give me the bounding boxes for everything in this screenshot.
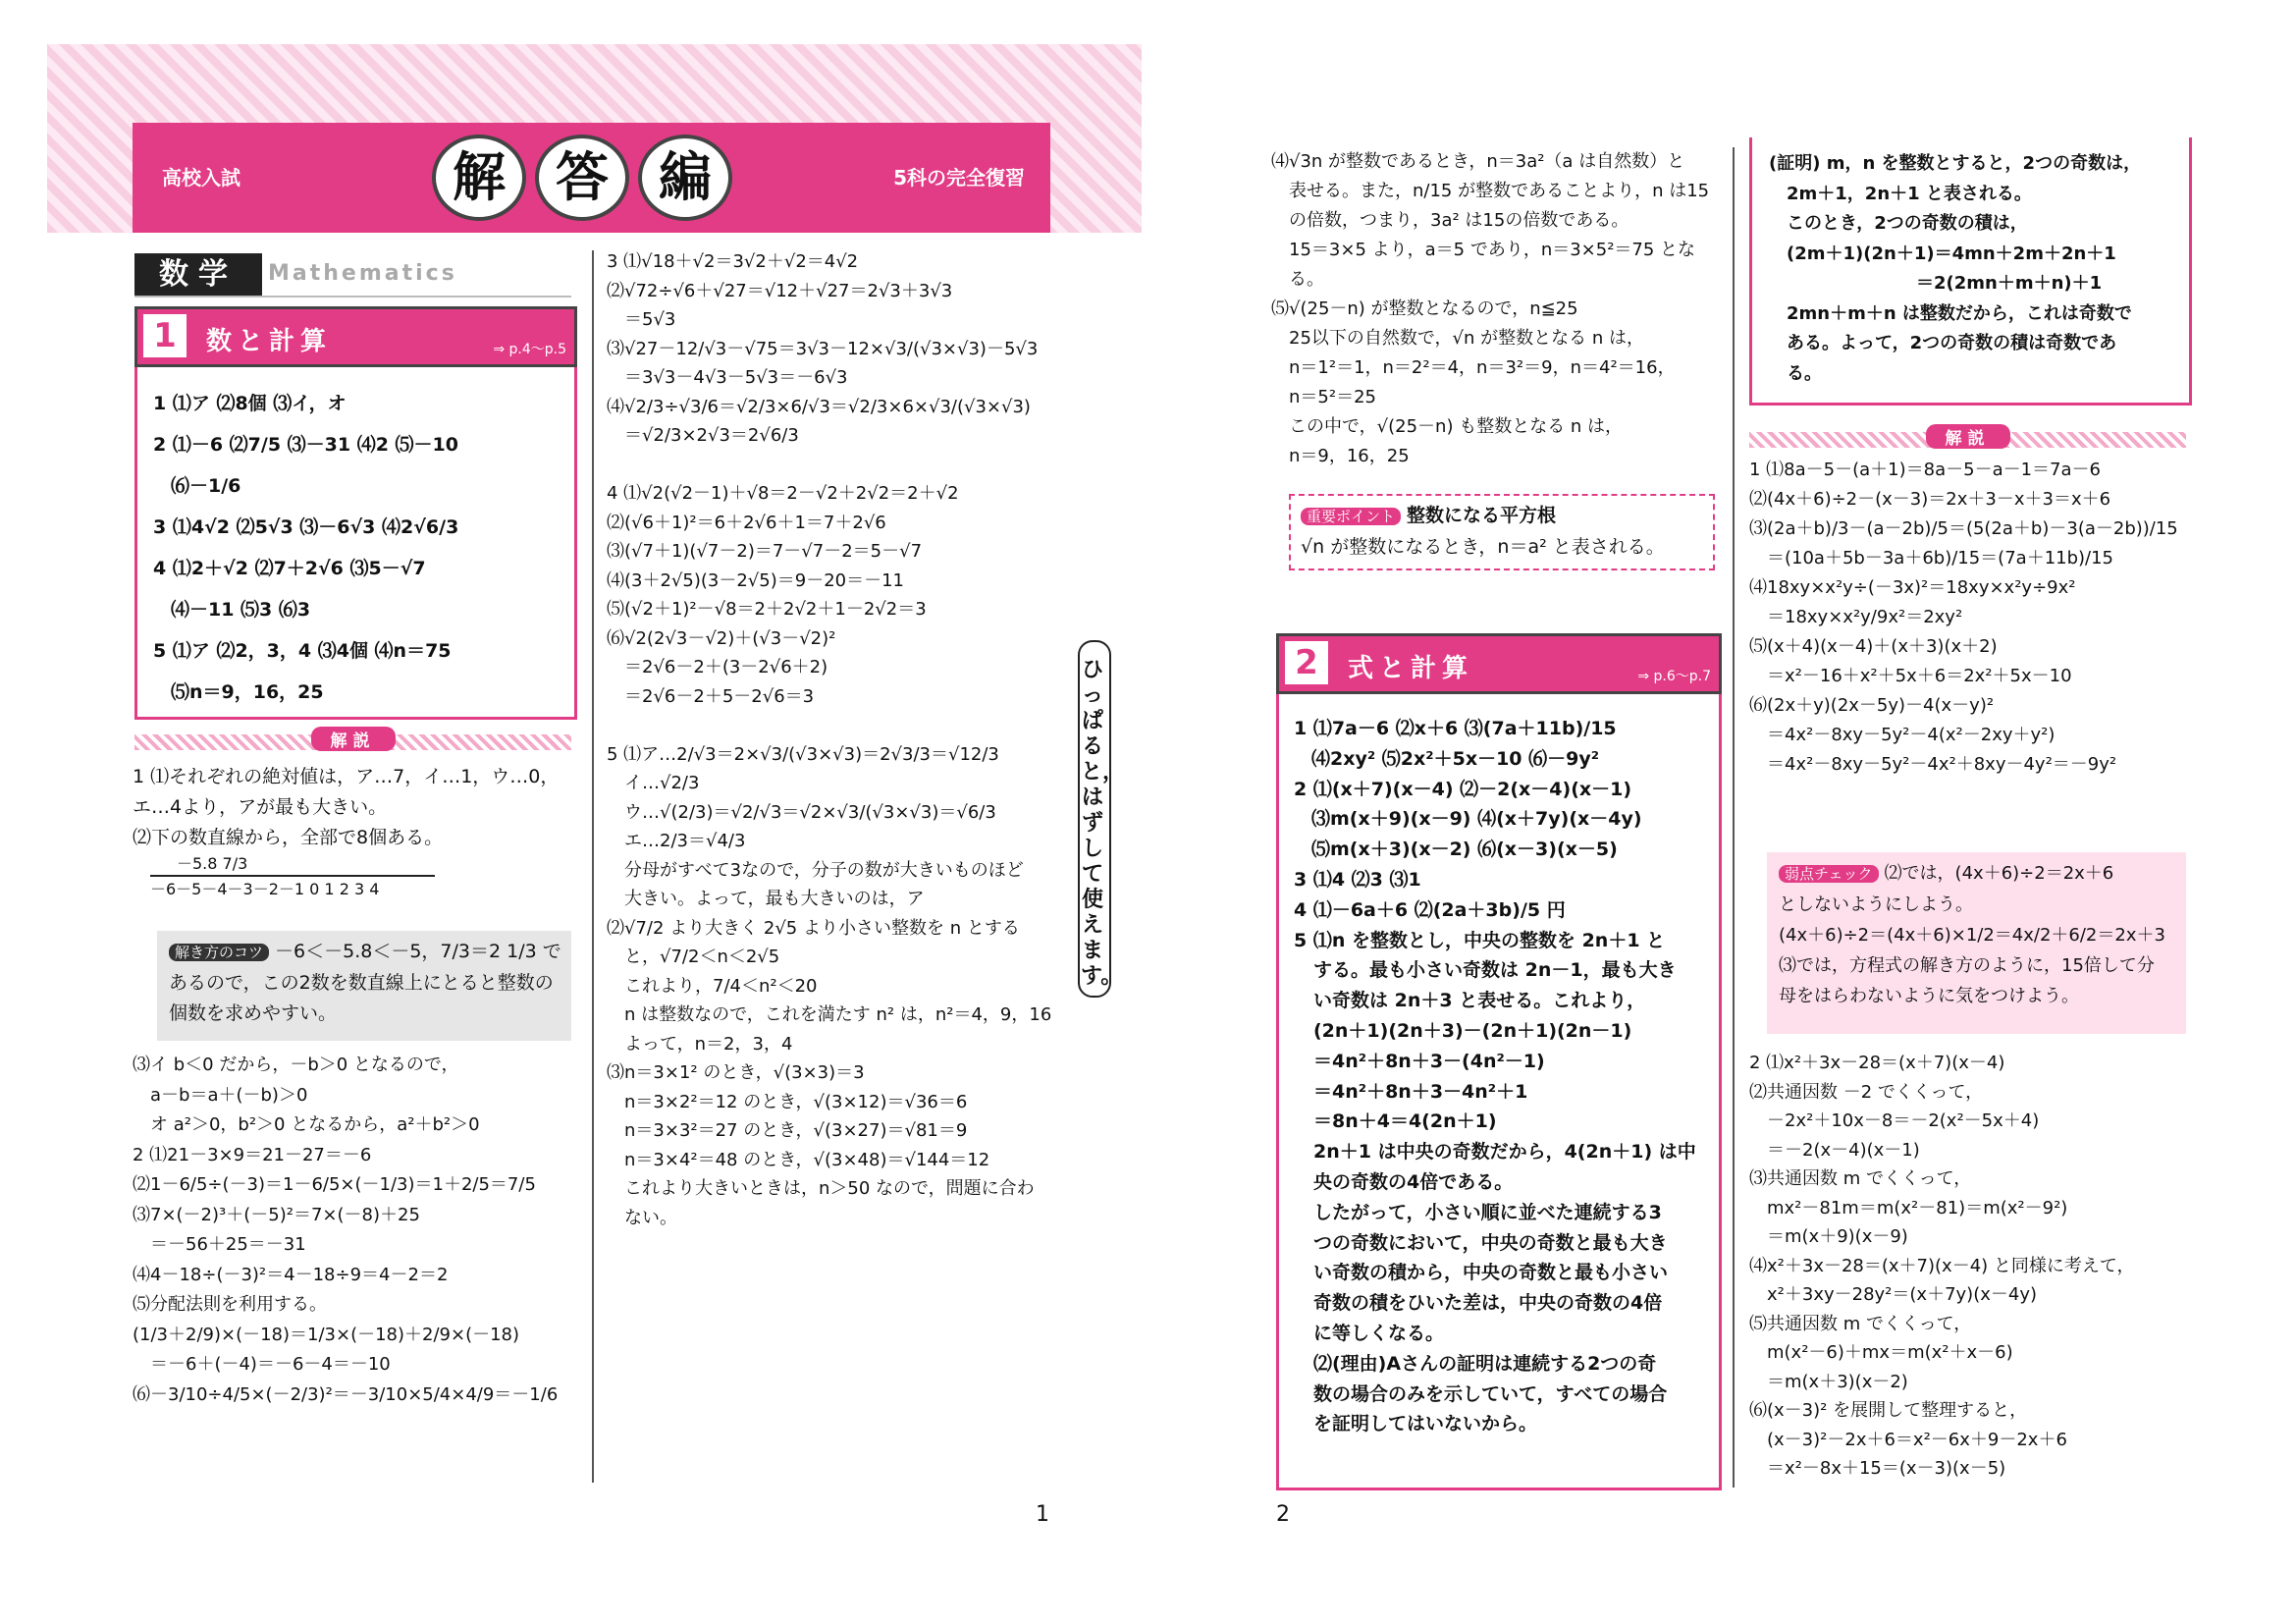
kaisetsu-bar-1 — [134, 731, 571, 751]
section-1-header — [134, 306, 577, 367]
answer-line: ⑶m(x＋9)(x－9) ⑷(x＋7y)(x－4y) — [1311, 808, 1642, 831]
text-line: 2 ⑴21－3×9＝21－27＝－6 — [133, 1144, 372, 1165]
text-line: m(x²－6)＋mx＝m(x²＋x－6) — [1767, 1342, 2013, 1363]
answer-line: 2 ⑴－6 ⑵7/5 ⑶－31 ⑷2 ⑸－10 — [153, 434, 458, 456]
text-line: ⑸分配法則を利用する。 — [133, 1294, 327, 1315]
text-line: としないようにしよう。 — [1779, 894, 1973, 915]
section-page-ref: ⇒ p.4～p.5 — [493, 342, 566, 357]
text-line: n＝1²＝1，n＝2²＝4，n＝3²＝9，n＝4²＝16， — [1289, 357, 1676, 378]
explain-col-3 — [1271, 147, 1709, 471]
text-line: 2 ⑴x²＋3x－28＝(x＋7)(x－4) — [1749, 1053, 2005, 1073]
banner-right: 5科の完全復習 — [893, 166, 1025, 189]
answer-line: ＝4n²＋8n＋3－4n²＋1 — [1313, 1080, 1528, 1103]
answer-line: ⑸n＝9，16，25 — [171, 681, 324, 703]
answer-line: ⑷2xy² ⑸2x²＋5x－10 ⑹－9y² — [1311, 747, 1600, 770]
section-title: 数と計算 — [206, 327, 333, 356]
text-line: エ…4より，アが最も大きい。 — [133, 796, 388, 818]
text-line: この中で，√(25－n) も整数となる n は， — [1289, 416, 1624, 437]
answer-line: ＝8n＋4＝4(2n＋1) — [1313, 1110, 1497, 1133]
point-label: 重要ポイント — [1301, 508, 1401, 525]
text-line: ウ…√(2/3)＝√2/√3＝√2×√3/(√3×√3)＝√6/3 — [624, 801, 996, 823]
text-line: エ…2/3＝√4/3 — [624, 831, 746, 851]
text-line: ⑶では，方程式の解き方のように，15倍して分 — [1779, 955, 2155, 976]
text-line: ⑵では，(4x＋6)÷2＝2x＋6 — [1884, 863, 2114, 884]
answer-line: 4 ⑴2＋√2 ⑵7＋2√6 ⑶5－√7 — [153, 558, 426, 579]
text-line: (4x＋6)÷2＝(4x＋6)×1/2＝4x/2＋6/2＝2x＋3 — [1779, 925, 2165, 946]
text-line: ある。よって，2つの奇数の積は奇数であ — [1787, 333, 2117, 353]
section-page-ref: ⇒ p.6～p.7 — [1637, 669, 1711, 684]
title-char-3: 編 — [638, 135, 732, 221]
text-line: ⑹√2(2√3－√2)＋(√3－√2)² — [607, 627, 836, 649]
text-line: ⑹－3/10÷4/5×(－2/3)²＝－3/10×5/4×4/9＝－1/6 — [133, 1383, 559, 1405]
text-line: (1/3＋2/9)×(－18)＝1/3×(－18)＋2/9×(－18) — [133, 1324, 520, 1345]
text-line: これより大きいときは，n＞50 なので，問題に合わ — [624, 1178, 1035, 1199]
explain-col-4 — [1749, 456, 2178, 780]
answer-line: 5 ⑴n を整数とし，中央の整数を 2n＋1 と — [1294, 929, 1666, 951]
text-line: (x－3)²－2x＋6＝x²－6x＋9－2x＋6 — [1767, 1429, 2067, 1450]
title-char-2: 答 — [535, 135, 629, 221]
text-line — [607, 451, 1051, 480]
text-line: 表せる。また，n/15 が整数であることより，n は15 — [1289, 181, 1710, 201]
text-line: ⑷√2/3÷√3/6＝√2/3×6/√3＝√2/3×6×√3/(√3×√3) — [607, 396, 1031, 417]
text-line: ＝2√6－2＋(3－2√6＋2) — [624, 657, 828, 677]
text-line: 3 ⑴√18＋√2＝3√2＋√2＝4√2 — [607, 251, 859, 272]
text-line: ⑵(4x＋6)÷2－(x－3)＝2x＋3－x＋3＝x＋6 — [1749, 489, 2111, 510]
text-line: ⑹(2x＋y)(2x－5y)－4(x－y)² — [1749, 695, 1995, 716]
answer-line: に等しくなる。 — [1313, 1322, 1445, 1344]
text-line: 分母がすべて3なので，分子の数が大きいものほど — [624, 859, 1024, 881]
subject-en: Mathematics — [268, 261, 457, 286]
pull-tab-text: ひっぱると，はずして使えます。 — [1081, 658, 1125, 989]
text-line: 4 ⑴√2(√2－1)＋√8＝2－√2＋2√2＝2＋√2 — [607, 483, 959, 504]
text-line: n は整数なので，これを満たす n² は，n²＝4，9，16 — [624, 1004, 1052, 1025]
text-line: ⑸(√2＋1)²－√8＝2＋2√2＋1－2√2＝3 — [607, 599, 927, 620]
answer-line: 数の場合のみを示していて，すべての場合 — [1313, 1382, 1668, 1405]
answer-line: する。最も小さい奇数は 2n－1，最も大き — [1313, 959, 1677, 982]
answer-line: ＝4n²＋8n＋3－(4n²－1) — [1313, 1050, 1545, 1072]
point-text: √n が整数になるとき，n＝a² と表される。 — [1301, 536, 1665, 558]
text-line: ⑶(√7＋1)(√7－2)＝7－√7－2＝5－√7 — [607, 541, 923, 562]
text-line: オ a²＞0，b²＞0 となるから，a²＋b²＞0 — [150, 1114, 480, 1135]
section-title: 式と計算 — [1348, 654, 1474, 683]
text-line: ⑷18xy×x²y÷(－3x)²＝18xy×x²y÷9x² — [1749, 577, 2076, 598]
text-line: ⑵共通因数 －2 でくくって， — [1749, 1081, 1984, 1103]
text-line: 母をはらわないように気をつけよう。 — [1779, 986, 2079, 1006]
kaisetsu-bar-2 — [1749, 429, 2186, 449]
explain-col-2 — [607, 247, 1051, 1232]
text-line: ⑹(x－3)² を展開して整理すると， — [1749, 1400, 2028, 1421]
answer-line: 1 ⑴7a－6 ⑵x＋6 ⑶(7a＋11b)/15 — [1294, 718, 1617, 739]
text-line: ⑸√(25－n) が整数となるので，n≦25 — [1271, 298, 1578, 319]
point-box — [1289, 494, 1715, 570]
text-line: の倍数，つまり，3a² は15の倍数である。 — [1289, 210, 1629, 231]
text-line: ＝－2(x－4)(x－1) — [1767, 1139, 1920, 1161]
explain-col-4b — [1749, 1049, 2135, 1484]
answer-line: 4 ⑴－6a＋6 ⑵(2a＋3b)/5 円 — [1294, 898, 1566, 921]
text-line: ⑵√7/2 より大きく 2√5 より小さい整数を n とする — [607, 917, 1020, 939]
text-line: n＝5²＝25 — [1289, 387, 1376, 407]
text-line: ＝4x²－8xy－5y²－4(x²－2xy＋y²) — [1767, 725, 2056, 745]
answers-1 — [153, 383, 458, 713]
text-line: ない。 — [624, 1207, 677, 1228]
text-line: イ…√2/3 — [624, 773, 700, 793]
check-box — [1767, 852, 2186, 1034]
tip-label: 解き方のコツ — [169, 944, 269, 961]
answer-line: い奇数の積から，中央の奇数と最も小さい — [1313, 1262, 1669, 1284]
text-line: ⑷√3n が整数であるとき，n＝3a²（a は自然数）と — [1271, 151, 1685, 172]
answer-line: 2n＋1 は中央の奇数だから，4(2n＋1) は中 — [1313, 1141, 1696, 1164]
title-char-1: 解 — [432, 135, 526, 221]
check-label: 弱点チェック — [1779, 865, 1879, 883]
answer-line: い奇数は 2n＋3 と表せる。これより， — [1313, 990, 1646, 1012]
text-line: このとき，2つの奇数の積は， — [1787, 213, 2028, 234]
answer-line: ⑵(理由)Aさんの証明は連続する2つの奇 — [1313, 1352, 1657, 1375]
section-2-header — [1276, 633, 1722, 694]
text-line: ＝(10a＋5b－3a＋6b)/15＝(7a＋11b)/15 — [1767, 548, 2114, 568]
subject-rule — [134, 296, 571, 298]
page-number-left: 1 — [1036, 1502, 1049, 1527]
text-line: ＝x²－8x＋15＝(x－3)(x－5) — [1767, 1458, 2006, 1479]
text-line: ⑵下の数直線から，全部で8個ある。 — [133, 827, 444, 848]
text-line: a－b＝a＋(－b)＞0 — [150, 1084, 308, 1106]
text-line: ⑶n＝3×1² のとき，√(3×3)＝3 — [607, 1062, 865, 1083]
text-line: ⑷4－18÷(－3)²＝4－18÷9＝4－2＝2 — [133, 1264, 449, 1285]
answer-line: 2 ⑴(x＋7)(x－4) ⑵－2(x－4)(x－1) — [1294, 778, 1632, 800]
text-line: ⑷(3＋2√5)(3－2√5)＝9－20＝－11 — [607, 569, 905, 591]
text-line: 1 ⑴それぞれの絶対値は，ア…7，イ…1，ウ…0， — [133, 766, 560, 787]
text-line: ⑷x²＋3x－28＝(x＋7)(x－4) と同様に考えて， — [1749, 1255, 2135, 1276]
text-line: －6＜－5.8＜－5，7/3＝2 1/3 で — [275, 941, 561, 962]
text-line: ⑶7×(－2)³＋(－5)²＝7×(－8)＋25 — [133, 1204, 420, 1225]
text-line: る。 — [1289, 269, 1324, 290]
explain-col-1 — [133, 762, 559, 902]
answer-line: を証明してはいないから。 — [1313, 1413, 1538, 1435]
number-line-ticks: －6－5－4－3－2－1 0 1 2 3 4 — [150, 875, 435, 902]
text-line: ⑸共通因数 m でくくって， — [1749, 1313, 1972, 1334]
text-line: mx²－81m＝m(x²－81)＝m(x²－9²) — [1767, 1197, 2068, 1218]
text-line: ＝m(x＋9)(x－9) — [1767, 1226, 1908, 1247]
kaisetsu-label: 解説 — [1926, 424, 2010, 449]
kaisetsu-label: 解説 — [311, 727, 396, 751]
text-line: x²＋3xy－28y²＝(x＋7y)(x－4y) — [1767, 1284, 2038, 1305]
text-line: ⑶√27－12/√3－√75＝3√3－12×√3/(√3×√3)－5√3 — [607, 338, 1039, 359]
answer-line: (2n＋1)(2n＋3)－(2n＋1)(2n－1) — [1313, 1019, 1632, 1042]
page-number-right: 2 — [1276, 1502, 1290, 1527]
answer-line: 奇数の積をひいた差は，中央の奇数の4倍 — [1313, 1292, 1663, 1315]
text-line: と，√7/2＜n＜2√5 — [624, 947, 780, 967]
text-line: n＝3×3²＝27 のとき，√(3×27)＝√81＝9 — [624, 1120, 968, 1141]
text-line: ＝2√6－2＋5－2√6＝3 — [624, 685, 815, 707]
text-line: n＝9，16，25 — [1289, 446, 1410, 466]
answer-line: ⑷－11 ⑸3 ⑹3 — [171, 599, 311, 621]
answer-line: ⑹－1/6 — [171, 475, 241, 497]
text-line: ＝2(2mn＋m＋n)＋1 — [1916, 273, 2103, 294]
text-line: (2m＋1)(2n＋1)＝4mn＋2m＋2n＋1 — [1787, 243, 2116, 264]
answer-line: 1 ⑴ア ⑵8個 ⑶イ，オ — [153, 393, 347, 414]
text-line: ⑶(2a＋b)/3－(a－2b)/5＝(5(2a＋b)－3(a－2b))/15 — [1749, 518, 2178, 539]
subject-label: 数学 — [134, 253, 262, 297]
column-divider — [592, 250, 594, 1483]
text-line: 15＝3×5 より，a＝5 であり，n＝3×5²＝75 とな — [1289, 240, 1696, 260]
text-line: ⑶共通因数 m でくくって， — [1749, 1168, 1972, 1189]
point-title: 整数になる平方根 — [1407, 505, 1557, 526]
answers-2 — [1294, 714, 1696, 1439]
text-line: ⑵1－6/5÷(－3)＝1－6/5×(－1/3)＝1＋2/5＝7/5 — [133, 1174, 536, 1195]
text-line: ⑵(√6＋1)²＝6＋2√6＋1＝7＋2√6 — [607, 512, 886, 533]
text-line: ＝－6＋(－4)＝－6－4＝－10 — [150, 1354, 391, 1375]
text-line — [607, 711, 1051, 740]
text-line: (証明) m，n を整数とすると，2つの奇数は， — [1769, 153, 2142, 174]
answer-line: 3 ⑴4√2 ⑵5√3 ⑶－6√3 ⑷2√6/3 — [153, 516, 459, 538]
text-line: 1 ⑴8a－5－(a＋1)＝8a－5－a－1＝7a－6 — [1749, 460, 2101, 480]
text-line: ＝3√3－4√3－5√3＝－6√3 — [624, 367, 848, 388]
answer-line: 5 ⑴ア ⑵2，3，4 ⑶4個 ⑷n＝75 — [153, 640, 452, 662]
text-line: n＝3×2²＝12 のとき，√(3×12)＝√36＝6 — [624, 1091, 968, 1112]
section-number: 2 — [1285, 641, 1328, 684]
text-line: ＝4x²－8xy－5y²－4x²＋8xy－4y²＝－9y² — [1767, 754, 2117, 775]
title-banner — [133, 123, 1050, 233]
text-line: ＝－56＋25＝－31 — [150, 1234, 306, 1255]
text-line: 2mn＋m＋n は整数だから，これは奇数で — [1787, 302, 2132, 324]
tip-box — [157, 931, 571, 1041]
column-divider — [1733, 147, 1735, 1488]
text-line: ＝m(x＋3)(x－2) — [1767, 1371, 1908, 1392]
proof-text — [1769, 149, 2141, 389]
text-line: ⑸(x＋4)(x－4)＋(x＋3)(x＋2) — [1749, 636, 1998, 657]
text-line: 2m＋1，2n＋1 と表される。 — [1787, 183, 2032, 204]
explain-col-1b — [133, 1051, 558, 1410]
text-line: ⑵√72÷√6＋√27＝√12＋√27＝2√3＋3√3 — [607, 280, 953, 301]
text-line: ＝x²－16＋x²＋5x＋6＝2x²＋5x－10 — [1767, 666, 2072, 686]
text-line: ＝18xy×x²y/9x²＝2xy² — [1767, 607, 1963, 627]
text-line: 個数を求めやすい。 — [169, 1002, 338, 1024]
banner-left: 高校入試 — [162, 166, 240, 189]
text-line: n＝3×4²＝48 のとき，√(3×48)＝√144＝12 — [624, 1149, 990, 1170]
text-line: ＝√2/3×2√3＝2√6/3 — [624, 425, 799, 446]
text-line: 5 ⑴ア…2/√3＝2×√3/(√3×√3)＝2√3/3＝√12/3 — [607, 743, 999, 765]
text-line: これより，7/4＜n²＜20 — [624, 975, 818, 997]
text-line: あるので，この2数を数直線上にとると整数の — [169, 972, 554, 994]
text-line: 25以下の自然数で，√n が整数となる n は， — [1289, 328, 1644, 349]
section-number: 1 — [143, 314, 187, 357]
text-line: －2x²＋10x－8＝－2(x²－5x＋4) — [1767, 1110, 2040, 1131]
answer-line: 3 ⑴4 ⑵3 ⑶1 — [1294, 868, 1421, 891]
text-line: ⑶イ b＜0 だから，－b＞0 となるので， — [133, 1055, 459, 1075]
answer-line: ⑸m(x＋3)(x－2) ⑹(x－3)(x－5) — [1311, 839, 1618, 861]
answer-line: つの奇数において，中央の奇数と最も大き — [1313, 1231, 1668, 1254]
text-line: よって，n＝2，3，4 — [624, 1033, 793, 1055]
text-line: る。 — [1787, 362, 1822, 384]
text-line: 大きい。よって，最も大きいのは，ア — [624, 889, 925, 909]
answer-line: したがって，小さい順に並べた連続する3 — [1313, 1201, 1662, 1223]
answer-line: 央の奇数の4倍である。 — [1313, 1170, 1514, 1193]
text-line: ＝5√3 — [624, 309, 676, 330]
number-line-labels: －5.8 7/3 — [177, 854, 248, 873]
